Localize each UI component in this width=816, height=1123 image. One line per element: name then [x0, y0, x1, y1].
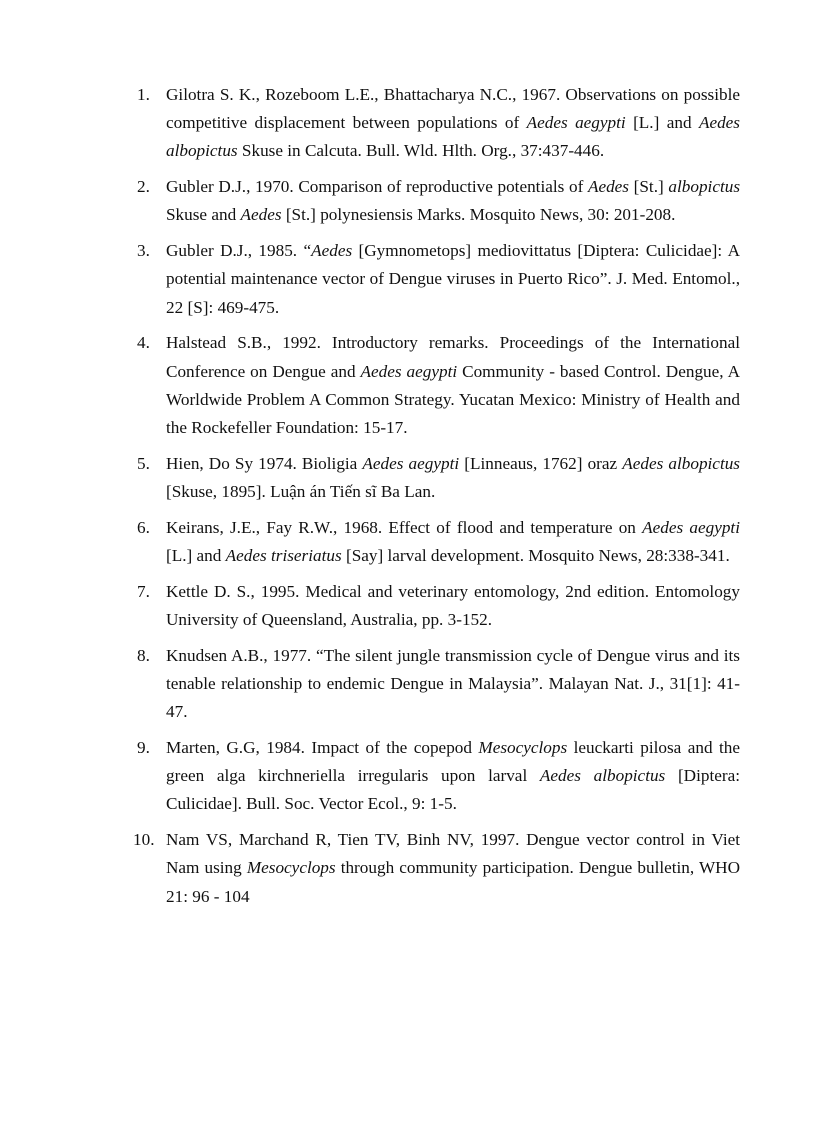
italic-taxon: Aedes aegypti — [360, 361, 458, 381]
reference-number: 2. — [137, 177, 150, 197]
reference-segment: Hien, Do Sy 1974. Bioligia — [166, 453, 363, 473]
reference-text — [166, 173, 740, 229]
reference-segment: [Diptera: Culicidae]. Bull. Soc. Vector Ecol., 9: 1-5. — [166, 766, 740, 814]
reference-segment: [L.] and — [625, 113, 699, 133]
italic-taxon: Aedes aegypti — [526, 113, 626, 133]
reference-text — [166, 514, 740, 570]
reference-text — [166, 734, 740, 819]
reference-item — [137, 642, 740, 727]
reference-text — [166, 329, 740, 442]
reference-number: 7. — [137, 581, 150, 601]
italic-taxon: albopictus — [668, 177, 741, 197]
reference-segment: Halstead S.B., 1992. Introductory remarks. Proceedings of the International Conference on Dengue and — [166, 333, 740, 381]
reference-segment: Gilotra S. K., Rozeboom L.E., Bhattacharya N.C., 1967. Observations on possible competitive displacement between populations of — [166, 85, 740, 133]
italic-taxon: Aedes — [311, 241, 353, 261]
italic-taxon: Aedes albopictus — [622, 453, 740, 473]
italic-taxon: Aedes triseriatus — [225, 546, 342, 566]
reference-text — [166, 578, 740, 634]
reference-segment: Skuse in Calcuta. Bull. Wld. Hlth. Org., 37:437-446. — [237, 141, 605, 161]
italic-taxon: Aedes — [587, 177, 629, 197]
reference-number: 6. — [137, 517, 150, 537]
reference-segment: Knudsen A.B., 1977. “The silent jungle transmission cycle of Dengue virus and its tenable relationship to endemic Dengue in Malaysia”. Malayan Nat. J., 31[1]: 41-47. — [166, 645, 740, 722]
reference-number: 3. — [137, 241, 150, 261]
reference-number: 8. — [137, 645, 150, 665]
italic-taxon: Aedes aegypti — [642, 517, 740, 537]
reference-item — [137, 734, 740, 819]
reference-segment: [Say] larval development. Mosquito News, 28:338-341. — [341, 546, 730, 566]
italic-taxon: Mesocyclops — [246, 858, 336, 878]
reference-item — [137, 514, 740, 570]
reference-text — [166, 81, 740, 166]
italic-taxon: Mesocyclops — [478, 738, 568, 758]
reference-segment: Community - based Control. Dengue, A Worldwide Problem A Common Strategy. Yucatan Mexico: Ministry of Health and the Rockefeller Foundation: 15-17. — [166, 361, 740, 438]
reference-segment: Skuse and — [166, 205, 241, 225]
reference-segment: through community participation. Dengue bulletin, WHO 21: 96 - 104 — [166, 858, 741, 906]
reference-text — [166, 642, 740, 727]
reference-number: 1. — [137, 85, 150, 104]
reference-segment: [L.] and — [166, 546, 226, 566]
italic-taxon: Aedes aegypti — [362, 453, 460, 473]
reference-segment: Gubler D.J., 1985. “ — [166, 241, 312, 261]
reference-list — [133, 81, 741, 918]
reference-segment: Kettle D. S., 1995. Medical and veterinary entomology, 2nd edition. Entomology University of Queensland, Australia, pp. 3-152. — [166, 581, 740, 630]
reference-segment: [Linneaus, 1762] oraz — [459, 453, 623, 473]
reference-segment: Nam VS, Marchand R, Tien TV, Binh NV, 1997. Dengue vector control in Viet Nam using — [166, 830, 740, 878]
reference-segment: Marten, G.G, 1984. Impact of the copepod — [166, 738, 479, 758]
italic-taxon: Aedes albopictus — [166, 113, 740, 161]
reference-item — [137, 578, 740, 634]
reference-segment: Keirans, J.E., Fay R.W., 1968. Effect of flood and temperature on — [166, 517, 643, 537]
italic-taxon: Aedes — [240, 205, 282, 225]
reference-item — [137, 329, 740, 442]
reference-item — [137, 81, 740, 166]
reference-number: 5. — [137, 453, 150, 473]
reference-text — [166, 450, 740, 506]
reference-item — [133, 826, 741, 911]
reference-item — [137, 237, 740, 322]
reference-segment: [St.] — [629, 177, 669, 197]
reference-segment: [Skuse, 1895]. Luận án Tiến sĩ Ba Lan. — [166, 482, 436, 502]
reference-number: 4. — [137, 333, 150, 353]
reference-text — [166, 237, 740, 322]
reference-text — [166, 826, 740, 911]
italic-taxon: Aedes albopictus — [539, 766, 666, 786]
reference-item — [137, 450, 740, 506]
reference-segment: leuckarti pilosa and the green alga kirchneriella irregularis upon larval — [166, 738, 740, 786]
reference-segment: [St.] polynesiensis Marks. Mosquito News, 30: 201-208. — [281, 205, 676, 225]
reference-segment: Gubler D.J., 1970. Comparison of reproductive potentials of — [166, 177, 588, 197]
reference-number: 10. — [133, 830, 155, 850]
reference-number: 9. — [137, 738, 150, 758]
reference-segment: [Gymnometops] mediovittatus [Diptera: Culicidae]: A potential maintenance vector of Dengue viruses in Puerto Rico”. J. Med. Entomol., 22 [S]: 469-475. — [166, 241, 740, 317]
reference-item — [137, 173, 740, 229]
